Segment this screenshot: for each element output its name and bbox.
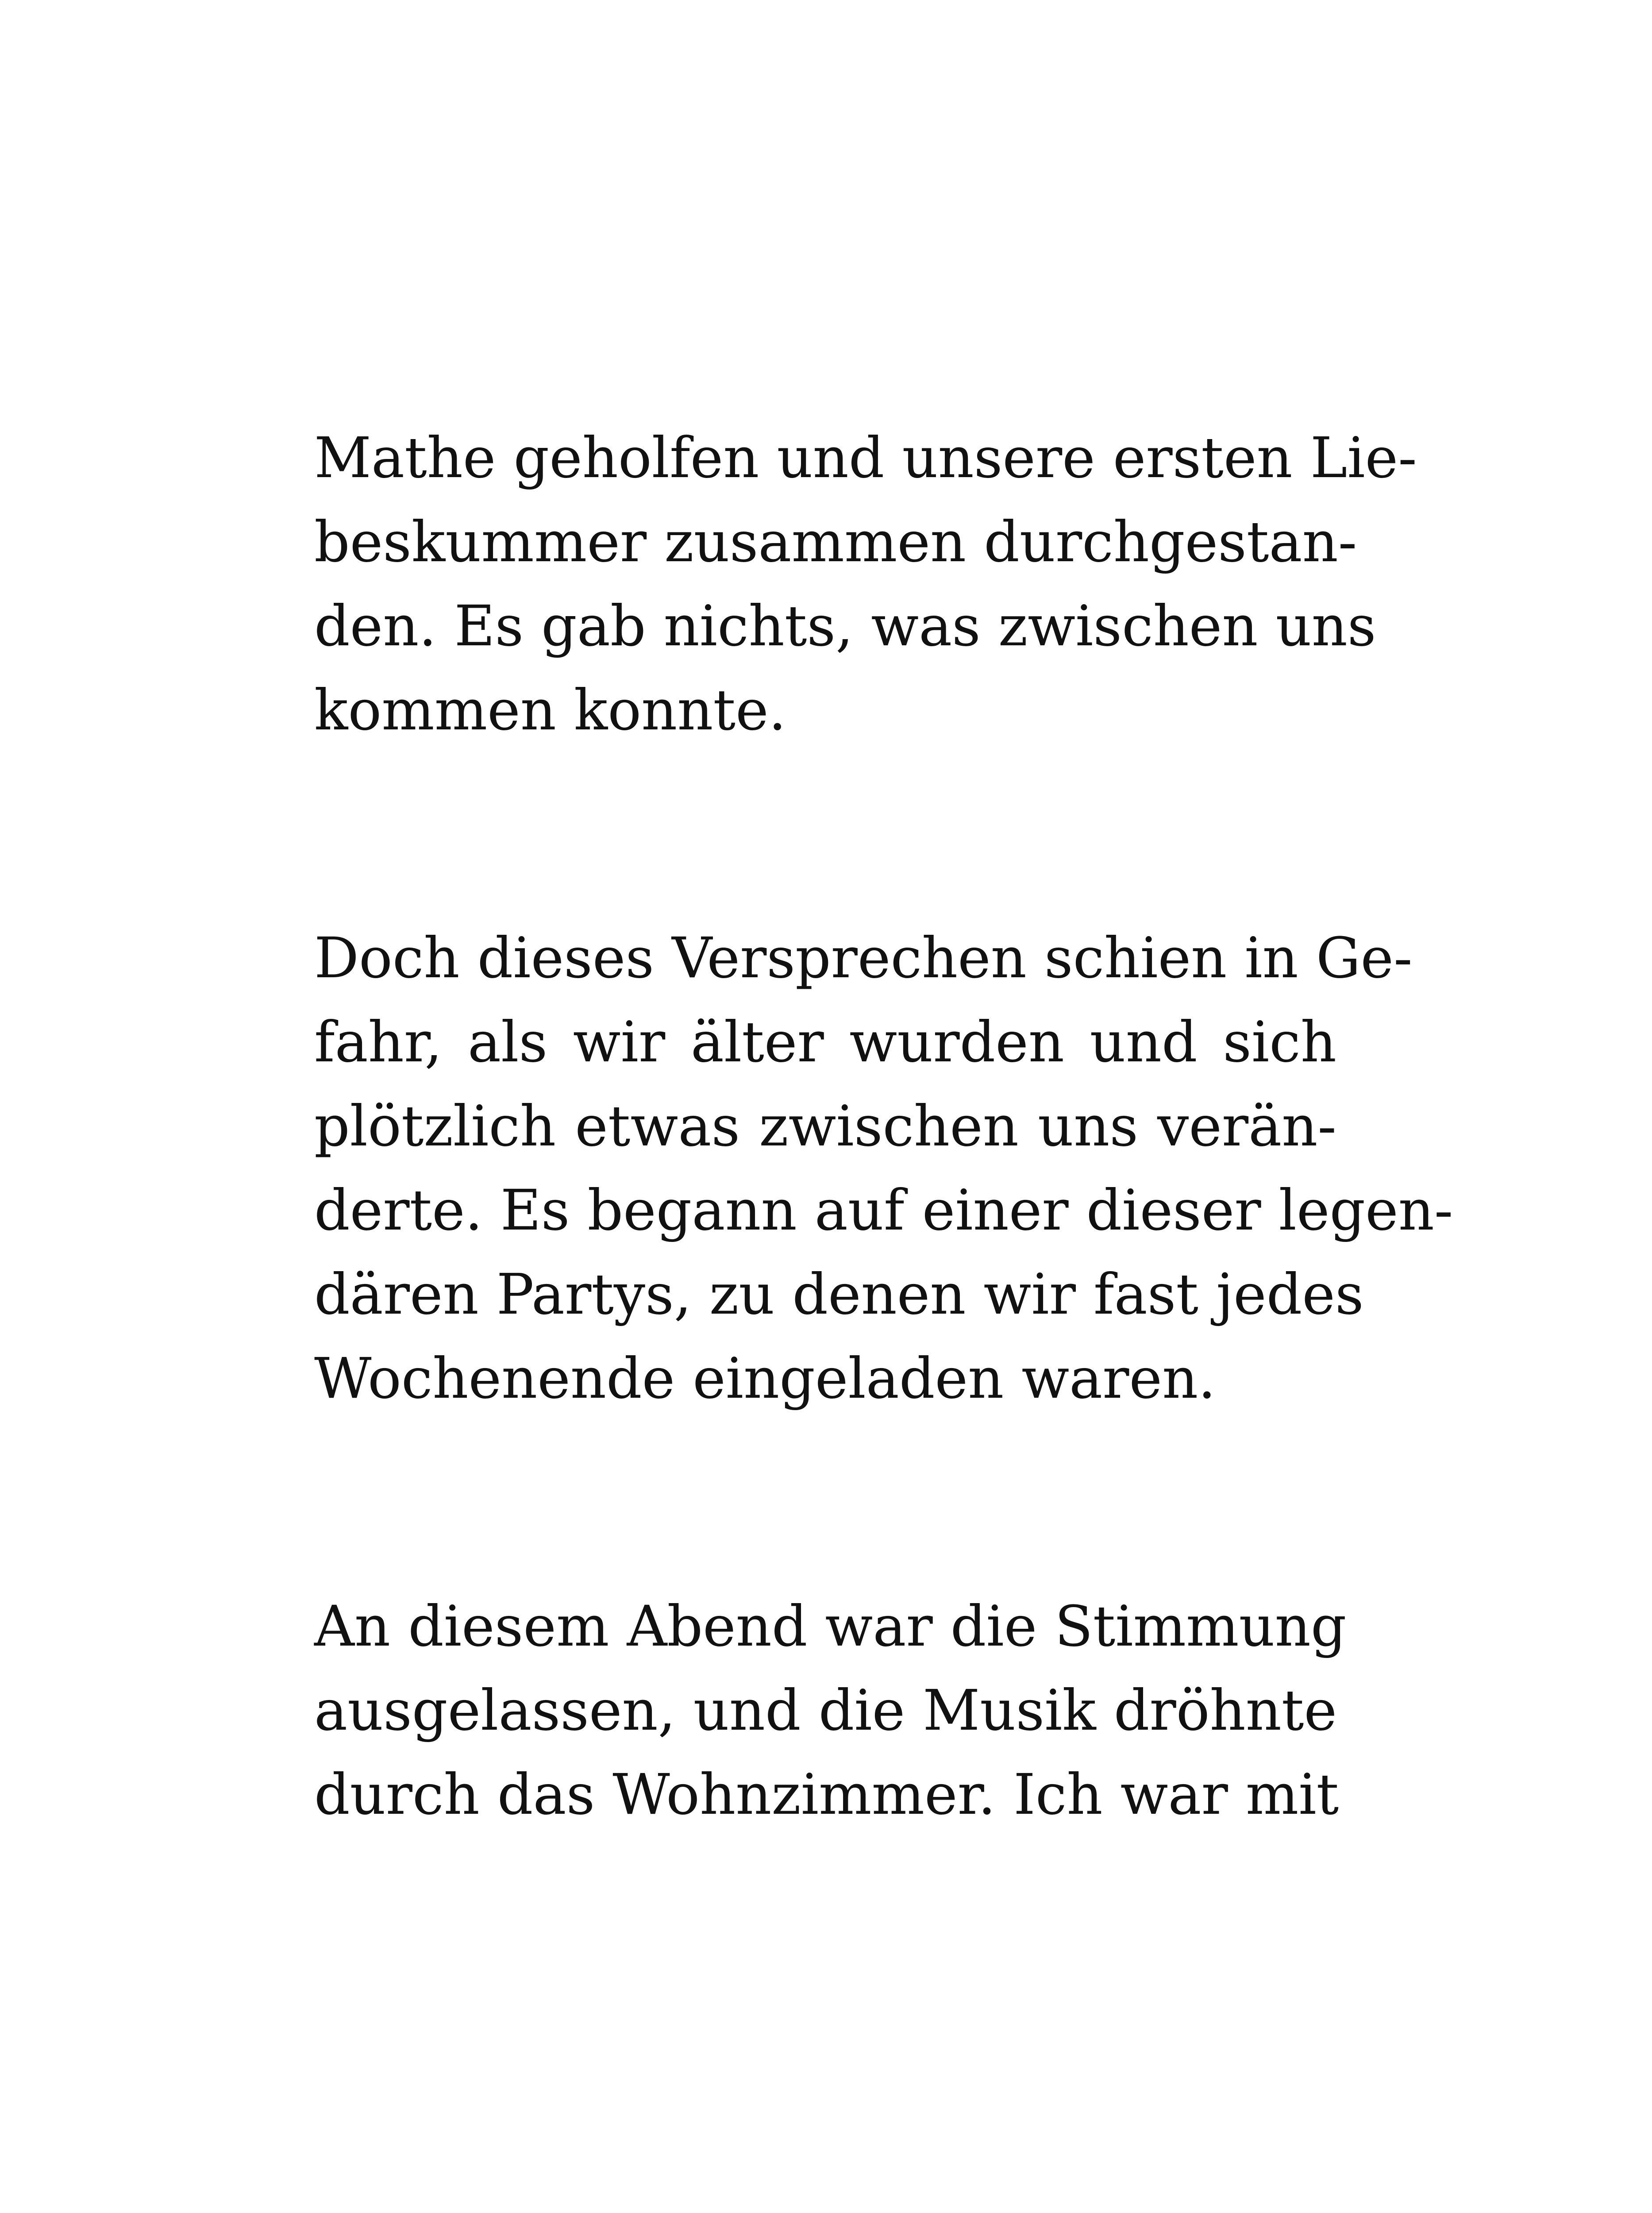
text-line: den. Es gab nichts, was zwischen uns xyxy=(314,594,1376,659)
text-line: fahr, als wir älter wurden und sich xyxy=(314,1010,1336,1075)
paragraph-3 xyxy=(314,1585,1347,1837)
text-line: kommen konnte. xyxy=(314,678,786,743)
text-line: derte. Es begann auf einer dieser legen- xyxy=(314,1178,1453,1243)
paragraph-2 xyxy=(314,916,1453,1421)
text-line: Doch dieses Versprechen schien in Ge- xyxy=(314,925,1413,991)
text-line: Wochenende eingeladen waren. xyxy=(314,1346,1216,1411)
text-line: An diesem Abend war die Stimmung xyxy=(314,1594,1347,1659)
paragraph-1 xyxy=(314,416,1417,752)
text-line: Mathe geholfen und unsere ersten Lie- xyxy=(314,425,1417,490)
text-line: beskummer zusammen durchgestan- xyxy=(314,509,1357,574)
text-line: durch das Wohnzimmer. Ich war mit xyxy=(314,1762,1339,1827)
text-line: dären Partys, zu denen wir fast jedes xyxy=(314,1262,1364,1327)
text-line: plötzlich etwas zwischen uns verän- xyxy=(314,1094,1336,1159)
text-line: ausgelassen, und die Musik dröhnte xyxy=(314,1678,1337,1743)
